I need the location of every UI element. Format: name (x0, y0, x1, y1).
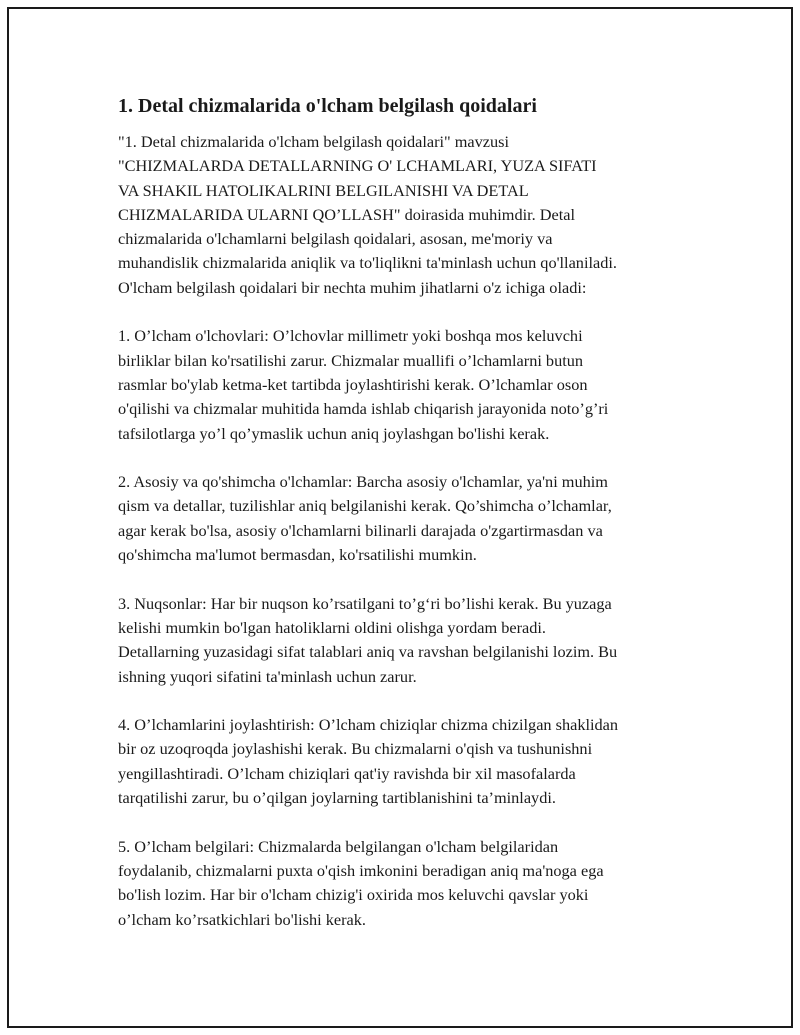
text-line: O'lcham belgilash qoidalari bir nechta muhim jihatlarni o'z ichiga oladi: (118, 277, 587, 297)
text-line: yengillashtiradi. O’lcham chiziqlari qat'iy ravishda bir xil masofalarda (118, 763, 576, 783)
text-line: 3. Nuqsonlar: Har bir nuqson ko’rsatilgani to’g‘ri bo’lishi kerak. Bu yuzaga (118, 593, 612, 613)
document-heading: 1. Detal chizmalarida o'lcham belgilash qoidalari (118, 95, 537, 117)
text-line: rasmlar bo'ylab ketma-ket tartibda joylashtirishi kerak. O’lchamlar oson (118, 374, 588, 394)
paragraph-item-1 (118, 324, 693, 445)
text-line: "1. Detal chizmalarida o'lcham belgilash qoidalari" mavzusi (118, 132, 510, 151)
text-line: 4. O’lchamlarini joylashtirish: O’lcham chiziqlar chizma chizilgan shaklidan (118, 715, 619, 735)
text-line: foydalanib, chizmalarni puxta o'qish imkonini beradigan aniq ma'noga ega (118, 860, 604, 880)
text-line: 2. Asosiy va qo'shimcha o'lchamlar: Barcha asosiy o'lchamlar, ya'ni muhim (118, 472, 608, 492)
text-line: agar kerak bo'lsa, asosiy o'lchamlarni bilinarli darajada o'zgartirmasdan va (118, 520, 603, 540)
text-line: kelishi mumkin bo'lgan hatoliklarni oldini olishga yordam beradi. (118, 617, 546, 637)
text-line: tafsilotlarga yo’l qo’ymaslik uchun aniq joylashgan bo'lishi kerak. (118, 423, 550, 443)
text-line: chizmalarida o'lchamlarni belgilash qoidalari, asosan, me'moriy va (118, 229, 553, 249)
text-line: ishning yuqori sifatini ta'minlash uchun zarur. (118, 666, 417, 686)
text-line: 5. O’lcham belgilari: Chizmalarda belgilangan o'lcham belgilaridan (118, 836, 559, 856)
text-line: qism va detallar, tuzilishlar aniq belgilanishi kerak. Qo’shimcha o’lchamlar, (118, 496, 612, 516)
text-line: 1. O’lcham o'lchovlari: O’lchovlar millimetr yoki boshqa mos keluvchi (118, 326, 583, 346)
text-line: bo'lish lozim. Har bir o'lcham chizig'i oxirida mos keluvchi qavslar yoki (118, 885, 589, 905)
text-line: bir oz uzoqroqda joylashishi kerak. Bu chizmalarni o'qish va tushunishni (118, 739, 593, 759)
paragraph-item-5 (118, 835, 693, 932)
paragraph-item-2 (118, 470, 693, 567)
text-line: CHIZMALARIDA ULARNI QO’LLASH" doirasida muhimdir. Detal (118, 204, 576, 224)
text-line: qo'shimcha ma'lumot bermasdan, ko'rsatilishi mumkin. (118, 545, 477, 565)
text-line: birliklar bilan ko'rsatilishi zarur. Chizmalar muallifi o’lchamlarni butun (118, 350, 584, 370)
paragraph-intro (118, 130, 693, 300)
document-body (118, 94, 693, 956)
text-line: o'qilishi va chizmalar muhitida hamda ishlab chiqarish jarayonida noto’g’ri (118, 399, 609, 419)
text-line: muhandislik chizmalarida aniqlik va to'liqlikni ta'minlash uchun qo'llaniladi. (118, 253, 617, 273)
paragraph-item-4 (118, 713, 693, 810)
text-line: Detallarning yuzasidagi sifat talablari aniq va ravshan belgilanishi lozim. Bu (118, 642, 618, 662)
paragraph-item-3 (118, 592, 693, 689)
text-line: tarqatilishi zarur, bu o’qilgan joylarning tartiblanishini ta’minlaydi. (118, 788, 556, 808)
text-line: VA SHAKIL HATOLIKALRINI BELGILANISHI VA DETAL (118, 180, 529, 200)
text-line: o’lcham ko’rsatkichlari bo'lishi kerak. (118, 909, 366, 929)
text-line: "CHIZMALARDA DETALLARNING O' LCHAMLARI, YUZA SIFATI (118, 156, 597, 176)
